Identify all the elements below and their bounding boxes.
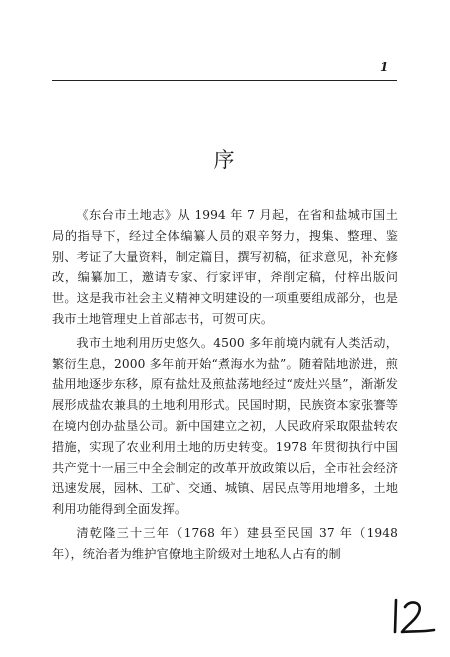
handwritten-page-mark xyxy=(388,596,438,636)
page-title: 序 xyxy=(213,148,237,172)
body-text xyxy=(52,205,398,568)
paragraph-2: 我市土地利用历史悠久。4500 多年前境内就有人类活动，繁衍生息，2000 多年前开始“煮海水为盐”。随着陆地淤进，煎盐用地逐步东移，原有盐灶及煎盐荡地经过“废灶兴垦”，渐渐发展形成盐农兼具的土地利用形式。民国时期，民族资本家张謇等在境内创办盐垦公司。新中国建立之初，人民政府采取限盐转农措施，实现了农业利用土地的历史转变。1978 年贯彻执行中国共产党十一届三中全会制定的改革开放政策以后，全市社会经济迅速发展，园林、工矿、交通、城镇、居民点等用地增多，土地利用功能得到全面发挥。 xyxy=(52,335,398,517)
paragraph-1: 《东台市土地志》从 1994 年 7 月起，在省和盐城市国土局的指导下，经过全体编纂人员的艰辛努力，搜集、整理、鉴别、考证了大量资料，制定篇目，撰写初稿，征求意见，补充修改，编纂加工，邀请专家、行家评审，斧削定稿，付梓出版问世。这是我市社会主义精神文明建设的一项重要组成部分，也是我市土地管理史上首部志书，可贺可庆。 xyxy=(52,208,398,326)
paragraph-3: 清乾隆三十三年（1768 年）建县至民国 37 年（1948 年），统治者为维护官僚地主阶级对土地私人占有的制 xyxy=(52,525,398,561)
header-rule xyxy=(52,80,397,81)
page-number: 1 xyxy=(380,60,389,74)
